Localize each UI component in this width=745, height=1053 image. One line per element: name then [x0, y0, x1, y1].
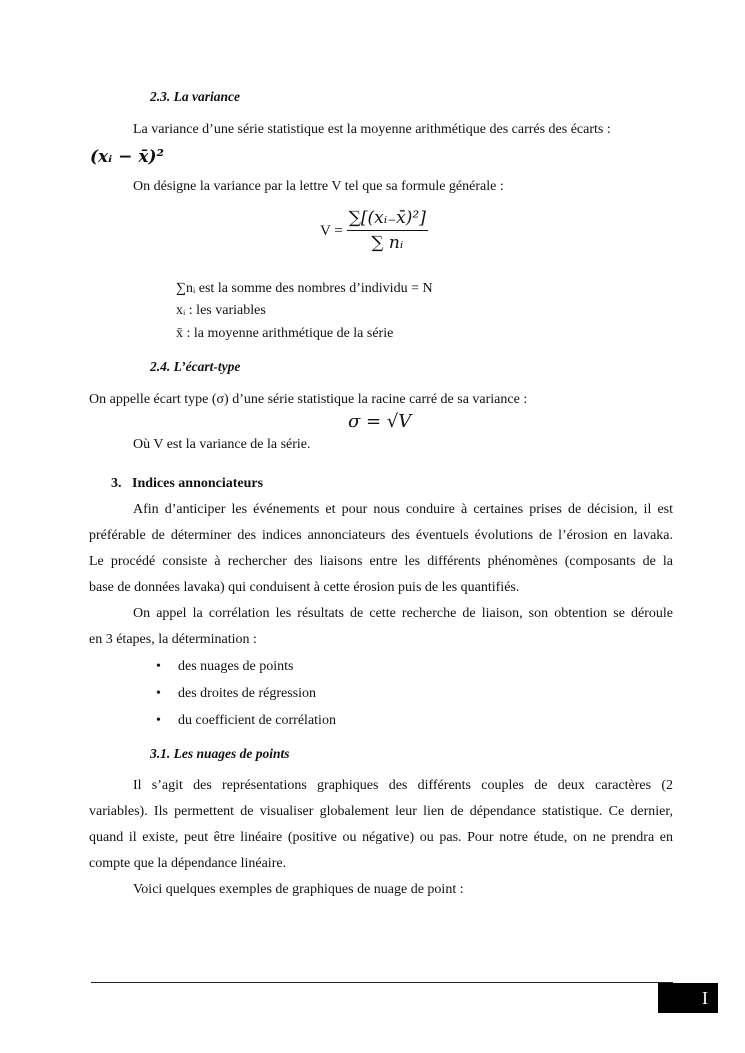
ecart-type-intro: On appelle écart type (σ) d’une série statistique la racine carré de sa variance : — [89, 392, 528, 407]
heading-ecart-type: 2.4. L’écart-type — [150, 359, 241, 374]
ecart-type-formula: σ = √V — [348, 411, 412, 432]
definition-xbar: x̄ : la moyenne arithmétique de la série — [176, 326, 394, 341]
formula-denominator: ∑ nᵢ — [371, 233, 404, 253]
indices-line-2: préférable de déterminer des indices annonciateurs des éventuels évolutions de l’érosion en lavaka. — [89, 528, 673, 543]
list-item: • du coefficient de corrélation — [156, 713, 336, 728]
footer-divider — [91, 982, 673, 983]
variance-intro: La variance d’une série statistique est la moyenne arithmétique des carrés des écarts : — [133, 122, 611, 137]
definition-xi: xᵢ : les variables — [176, 303, 266, 318]
formula-numerator: ∑[(xᵢ₋x̄)²] — [347, 208, 428, 231]
bullet-icon: • — [156, 686, 161, 701]
nuages-line-1: Il s’agit des représentations graphiques des différents couples de deux caractères (2 — [133, 778, 673, 793]
bullet-icon: • — [156, 713, 161, 728]
variance-formula — [320, 208, 428, 253]
correlation-line-2: en 3 étapes, la détermination : — [89, 632, 257, 647]
nuages-line-3: quand il existe, peut être linéaire (positive ou négative) ou pas. Pour notre étude, on ne prendra en — [89, 830, 673, 845]
ecart-type-note: Où V est la variance de la série. — [133, 437, 311, 452]
list-item: • des nuages de points — [156, 659, 294, 674]
definition-sum-n: ∑nᵢ est la somme des nombres d’individu = N — [176, 281, 433, 296]
correlation-line-1: On appel la corrélation les résultats de cette recherche de liaison, son obtention se déroule — [133, 606, 673, 621]
deviation-formula: (xᵢ − x̄)² — [90, 147, 164, 167]
nuages-closing: Voici quelques exemples de graphiques de nuage de point : — [133, 882, 464, 897]
indices-line-4: base de données lavaka) qui conduisent à cette érosion puis de les quantifiés. — [89, 580, 520, 595]
heading-variance: 2.3. La variance — [150, 89, 240, 104]
nuages-line-2: variables). Ils permettent de visualiser globalement leur lien de dépendance statistique. Ce dernier, — [89, 804, 673, 819]
heading-indices-number: 3. — [111, 476, 122, 491]
indices-line-1: Afin d’anticiper les événements et pour nous conduire à certaines prises de décision, il est — [133, 502, 673, 517]
heading-indices-text: Indices annonciateurs — [132, 476, 264, 491]
nuages-line-4: compte que la dépendance linéaire. — [89, 856, 287, 871]
page-number: I — [658, 983, 718, 1013]
bullet-icon: • — [156, 659, 161, 674]
heading-nuages: 3.1. Les nuages de points — [150, 746, 290, 761]
variance-designation: On désigne la variance par la lettre V tel que sa formule générale : — [133, 179, 504, 194]
formula-lhs: V = — [320, 222, 343, 239]
heading-indices — [111, 476, 263, 492]
list-item: • des droites de régression — [156, 686, 317, 701]
indices-line-3: Le procédé consiste à rechercher des liaisons entre les différents phénomènes (composants de la — [89, 554, 673, 569]
